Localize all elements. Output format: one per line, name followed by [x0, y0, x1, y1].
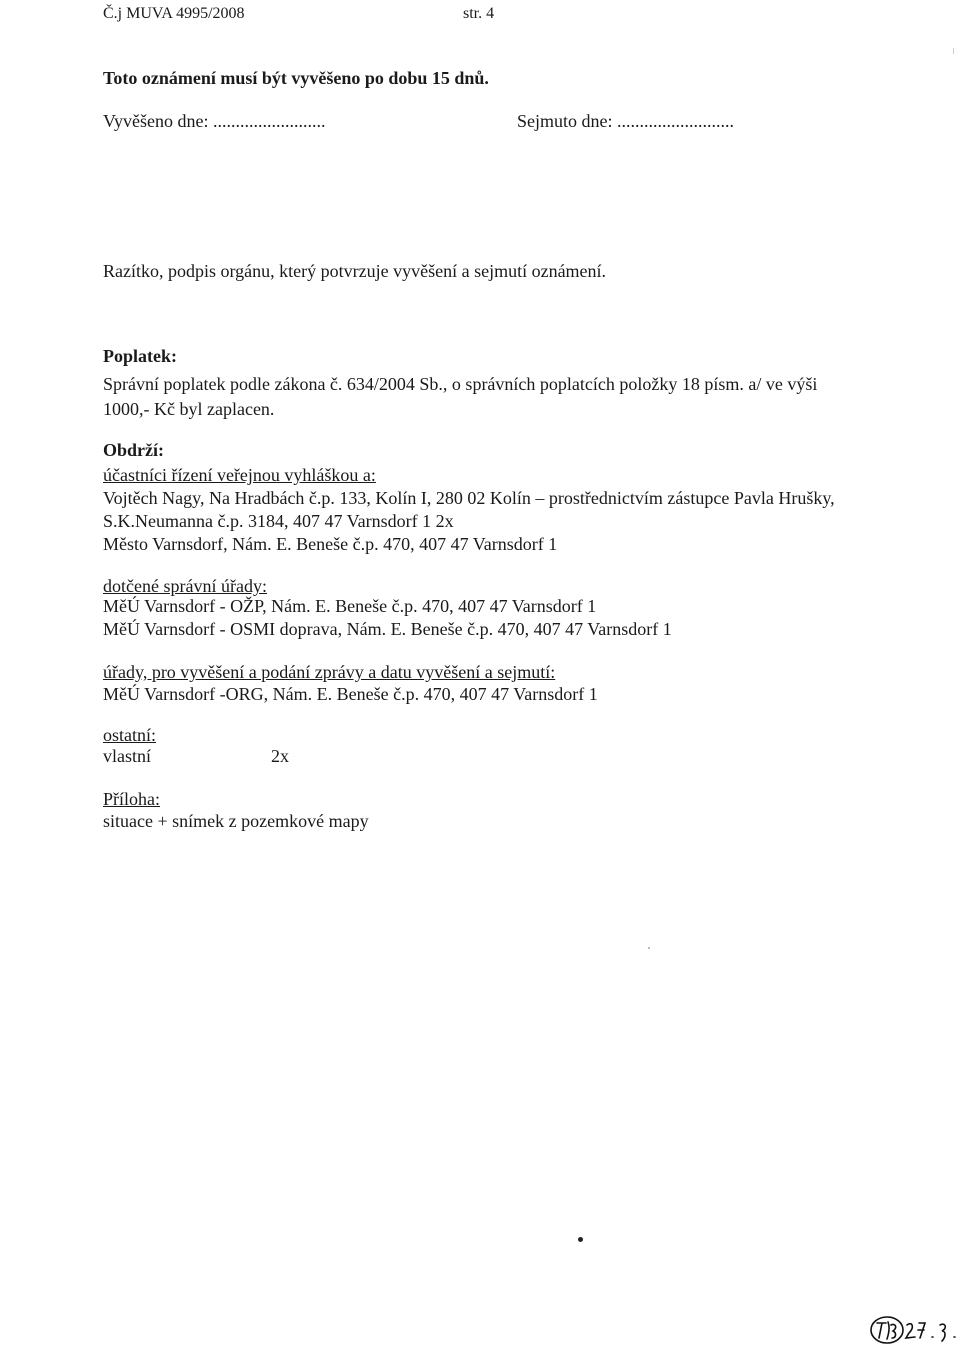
participant-line: Vojtěch Nagy, Na Hradbách č.p. 133, Kolín I, 280 02 Kolín – prostřednictvím zástupce Pavla Hrušky, — [103, 488, 835, 508]
offices-heading: úřady, pro vyvěšení a podání zprávy a datu vyvěšení a sejmutí: — [103, 662, 556, 682]
fee-line-2: 1000,- Kč byl zaplacen. — [103, 399, 275, 419]
reference-number: Č.j MUVA 4995/2008 — [103, 5, 245, 22]
posted-date-field: Vyvěšeno dne: ......................... — [103, 111, 326, 131]
fee-heading: Poplatek: — [103, 346, 177, 366]
office-line: MěÚ Varnsdorf -ORG, Nám. E. Beneše č.p. 470, 407 47 Varnsdorf 1 — [103, 684, 598, 704]
other-label: vlastní — [103, 746, 151, 766]
participant-line: Město Varnsdorf, Nám. E. Beneše č.p. 470, 407 47 Varnsdorf 1 — [103, 534, 558, 554]
scan-dot — [578, 1237, 583, 1242]
scan-mark — [953, 48, 954, 54]
recipients-heading: Obdrží: — [103, 440, 164, 460]
participants-heading: účastníci řízení veřejnou vyhláškou a: — [103, 465, 376, 485]
fee-line-1: Správní poplatek podle zákona č. 634/2004 Sb., o správních poplatcích položky 18 písm. a/ ve výši — [103, 374, 818, 394]
scan-mark — [648, 947, 650, 949]
authorities-heading: dotčené správní úřady: — [103, 576, 267, 596]
posting-duration-heading: Toto oznámení musí být vyvěšeno po dobu 15 dnů. — [103, 68, 489, 88]
attachment-heading: Příloha: — [103, 789, 160, 809]
stamp-instruction: Razítko, podpis orgánu, který potvrzuje vyvěšení a sejmutí oznámení. — [103, 261, 607, 281]
removed-date-field: Sejmuto dne: .......................... — [517, 111, 734, 131]
other-count: 2x — [271, 746, 289, 766]
attachment-text: situace + snímek z pozemkové mapy — [103, 811, 369, 831]
authority-line: MěÚ Varnsdorf - OŽP, Nám. E. Beneše č.p. 470, 407 47 Varnsdorf 1 — [103, 596, 597, 616]
page-number: str. 4 — [463, 5, 495, 22]
handwritten-signature-icon — [868, 1313, 958, 1347]
authority-line: MěÚ Varnsdorf - OSMI doprava, Nám. E. Beneše č.p. 470, 407 47 Varnsdorf 1 — [103, 619, 672, 639]
participant-line: S.K.Neumanna č.p. 3184, 407 47 Varnsdorf 1 2x — [103, 511, 454, 531]
other-heading: ostatní: — [103, 725, 156, 745]
